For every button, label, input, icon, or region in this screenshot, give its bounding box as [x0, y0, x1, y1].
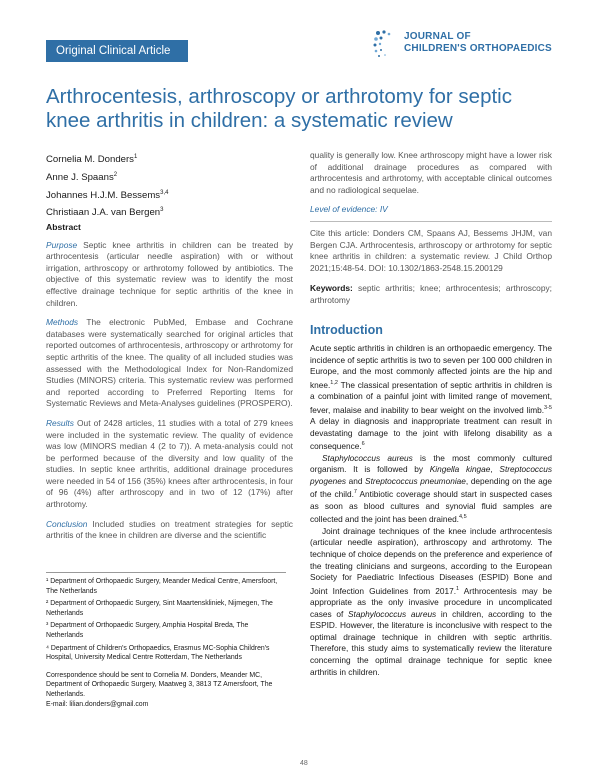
- author: [46, 203, 168, 221]
- text-run: ,: [490, 464, 500, 475]
- abstract-continued: [310, 150, 552, 307]
- conclusion-label: Conclusion: [46, 518, 88, 529]
- text-run: Antibiotic coverage should start in suspected cases as soon as blood cultures and synovial fluid samples are collected and the joint has been drained.: [310, 489, 552, 525]
- purpose-label: Purpose: [46, 239, 78, 250]
- author-affiliation-ref: 3,4: [160, 189, 169, 196]
- journal-name-line2: CHILDREN'S ORTHOPAEDICS: [404, 43, 552, 54]
- author-name: Christiaan J.A. van Bergen: [46, 207, 161, 219]
- conclusion-continued: quality is generally low. Knee arthroscopy might have a lower risk of additional drainage procedures as compared with arthrocentesis and arthrotomy, with acceptable clinical outcomes and no radiological sequelae.: [310, 150, 552, 195]
- methods-text: The electronic PubMed, Embase and Cochrane databases were systematically searched for original articles that reported outcomes of arthrocentesis, arthroscopy or arthrotomy for septic arthritis of the knee. The quality of all included studies was assessed with the Methodological Index for Non-Randomized Studies (MINORS) criteria. This systematic review was performed and reported according to Preferred Reporting Items for Systematic Reviews and Meta-Analyses guidelines (PROSPERO).: [46, 317, 293, 409]
- citation-ref: 1: [456, 585, 460, 592]
- journal-logo[interactable]: [372, 27, 572, 61]
- affiliation: ² Department of Orthopaedic Surgery, Sint Maartenskliniek, Nijmegen, The Netherlands: [46, 600, 273, 617]
- author: [46, 186, 168, 204]
- introduction-heading: Introduction: [310, 323, 383, 337]
- abstract-column: [46, 222, 293, 550]
- text-run: Acute septic arthritis in children is an orthopaedic emergency. The incidence of septic arthritis is two to seven per 100 000 children in Europe, and the most commonly affected joints are the hip and knee.: [310, 343, 552, 390]
- citation-ref: 4,5: [459, 514, 467, 521]
- abstract-methods: [46, 317, 293, 410]
- author-name: Cornelia M. Donders: [46, 154, 134, 166]
- species-name: Streptococcus pyogenes: [310, 464, 552, 486]
- divider: [310, 221, 552, 222]
- results-label: Results: [46, 417, 74, 428]
- text-run: , depending on the age of the child.: [310, 475, 552, 500]
- text-run: Joint drainage techniques of the knee include arthrocentesis (articular needle aspiration), arthroscopy and arthrotomy. The technique of choice depends on the preference and experience of the treating clinicians and surgeons, according to the European Society for Paediatric Infectious Diseases (ESPID) Bone and Joint Infection Guidelines from 2017.: [310, 525, 552, 596]
- abstract-purpose: [46, 240, 293, 310]
- results-text: Out of 2428 articles, 11 studies with a total of 279 knees were included in the systematic review. The quality of evidence was low (MINORS median 4 (2 to 7)). A meta-analysis could not be performed because of the diversity and low quality of the studies. In septic knee arthritis, additional drainage procedures were needed in 54 of 156 (35%) knees after arthrocentesis, in four of 96 (4%) after arthroscopy and in two of 12 (17%) after arthrotomy.: [46, 417, 294, 510]
- affiliation: ¹ Department of Orthopaedic Surgery, Meander Medical Centre, Amersfoort, The Netherlands: [46, 578, 278, 595]
- abstract-heading: Abstract: [46, 222, 81, 232]
- citation-ref: 7: [353, 489, 357, 496]
- journal-name: [404, 31, 552, 55]
- journal-logo-icon: [372, 29, 398, 59]
- author-name: Anne J. Spaans: [46, 171, 114, 183]
- citation-ref: 3-5: [544, 404, 552, 411]
- purpose-text: Septic knee arthritis in children can be treated by arthrocentesis (articular needle aspiration) with or without irrigation, arthroscopy or arthrotomy followed by antibiotics. The objective of this systematic review was to identify the most effective drainage technique for septic arthritis of the knee in children.: [46, 239, 294, 308]
- citation-ref: 6: [361, 441, 365, 448]
- author: [46, 168, 168, 186]
- text-run: and: [345, 475, 366, 486]
- correspondence: Correspondence should be sent to Cornelia M. Donders, Meander MC, Department of Orthopaedic Surgery, Maatweg 3, 3813 TZ Amersfoort, The Netherlands.: [46, 671, 273, 698]
- email-address[interactable]: E-mail: lilian.donders@gmail.com: [46, 700, 149, 708]
- conclusion-text: Included studies on treatment strategies for septic arthritis of the knee in children are diverse and the scientific: [46, 518, 293, 541]
- intro-paragraph: [310, 526, 552, 678]
- keywords: [310, 283, 552, 306]
- abstract-conclusion: [46, 519, 293, 542]
- author-affiliation-ref: 3: [160, 207, 164, 214]
- text-run: A delay in diagnosis and inappropriate treatment can result in devastating damage to the joint with lifelong disability as a consequence.: [310, 416, 552, 452]
- abstract-results: [46, 418, 293, 511]
- article-title: Arthrocentesis, arthroscopy or arthrotomy for septic knee arthritis in children: a systematic review: [46, 85, 512, 132]
- level-of-evidence: Level of evidence: IV: [310, 204, 388, 215]
- keywords-list: septic arthritis; knee; arthrocentesis; arthroscopy; arthrotomy: [310, 283, 552, 305]
- species-name: Staphylococcus aureus: [322, 452, 413, 463]
- intro-paragraph: [310, 453, 552, 526]
- keywords-label: Keywords:: [310, 283, 353, 294]
- affiliation: ³ Department of Orthopaedic Surgery, Amphia Hospital Breda, The Netherlands: [46, 622, 249, 639]
- author: [46, 150, 168, 168]
- text-run: is the most commonly cultured organism. It is followed by: [310, 452, 552, 475]
- species-name: Kingella kingae: [429, 464, 491, 475]
- text-run: The classical presentation of septic arthritis in children is a combination of a painful joint with limited range of movement, fever, malaise and inability to bear weight on the involved limb.: [310, 379, 552, 415]
- author-affiliation-ref: 2: [113, 171, 118, 178]
- text-run: Arthrocentesis may be appropriate as the only invasive procedure in uncomplicated cases of: [310, 585, 552, 619]
- article-type-banner: Original Clinical Article: [46, 40, 188, 62]
- footnotes: [46, 572, 286, 712]
- author-list: [46, 150, 168, 221]
- journal-name-line1: JOURNAL OF: [404, 31, 471, 42]
- author-affiliation-ref: 1: [133, 154, 138, 160]
- citation: Cite this article: Donders CM, Spaans AJ, Bessems JHJM, van Bergen CJA. Arthrocentesis, arthroscopy or arthrotomy for septic knee arthritis in children: a systematic review. J Child Orthop 2021;15:48-54. DOI: 10.1302/1863-2548.15.200129: [310, 227, 552, 273]
- methods-label: Methods: [46, 317, 79, 328]
- introduction-body: [310, 343, 552, 678]
- affiliation: ⁴ Department of Children's Orthopaedics, Erasmus MC-Sophia Children's Hospital, University Medical Centre Rotterdam, The Netherlands: [46, 644, 270, 662]
- intro-paragraph: [310, 343, 552, 453]
- species-name: Staphylococcus aureus: [348, 608, 437, 619]
- species-name: Streptococcus pneumoniae: [365, 475, 466, 486]
- text-run: in children, according to the ESPID. However, the literature is inconclusive with respect to the optimal drainage technique in children with septic arthritis. Therefore, this study aims to systematically review the literature concerning the optimal drainage technique for septic knee arthritis in children.: [310, 608, 552, 677]
- citation-ref: 1,2: [330, 379, 338, 386]
- page-number: 48: [300, 760, 308, 767]
- author-name: Johannes H.J.M. Bessems: [46, 189, 161, 201]
